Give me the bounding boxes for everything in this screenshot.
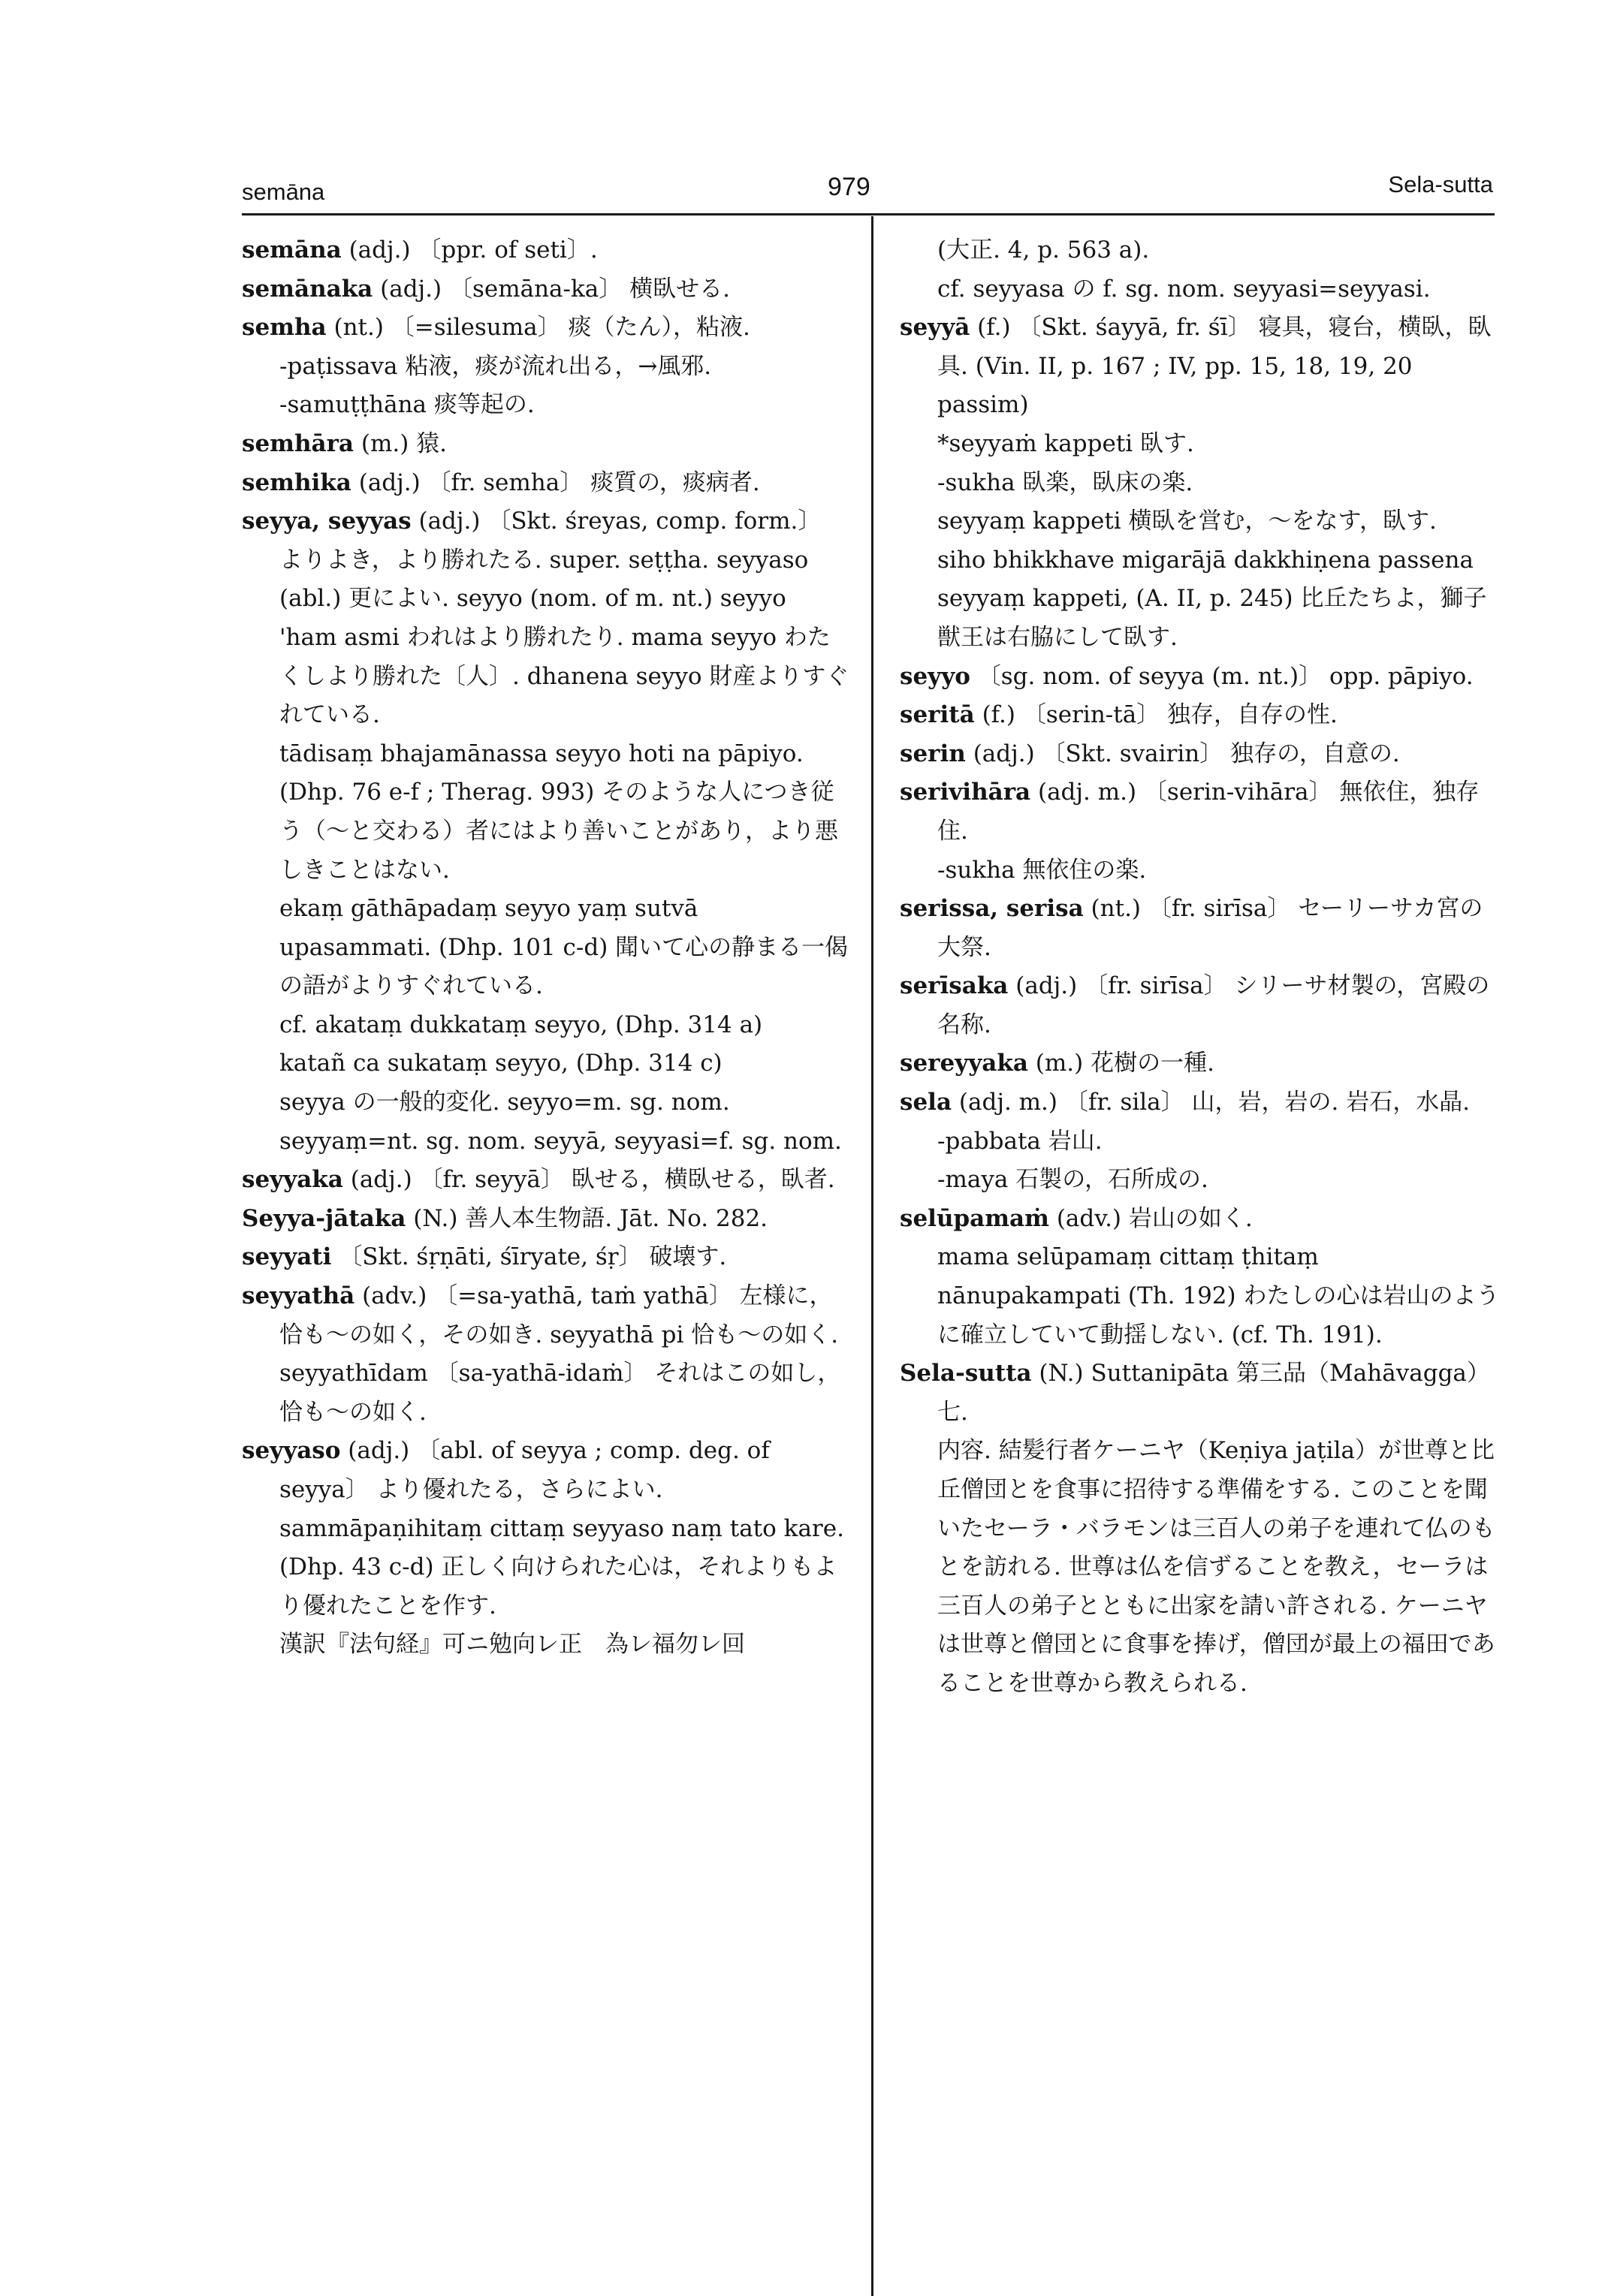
header-right-guideword: Sela-sutta [1388, 171, 1493, 197]
page-number: 979 [828, 173, 870, 201]
dictionary-entry [900, 735, 1501, 774]
entry-subline: -pabbata 岩山. [937, 1127, 1103, 1155]
dictionary-entry [900, 1200, 1501, 1239]
dictionary-entry [900, 1354, 1501, 1432]
entry-definition: (adj. m.) 〔fr. sila〕 山，岩，岩の. 岩石，水晶. [958, 1089, 1471, 1116]
entry-headword: sereyyaka [900, 1050, 1028, 1077]
entry-headword: seyyaka [242, 1166, 343, 1194]
entry-definition: (adj.) 〔fr. seyyā〕 臥せる，横臥せる，臥者. [350, 1166, 835, 1194]
entry-subline: (大正. 4, p. 563 a). [937, 237, 1150, 264]
entry-headword: seyyo [900, 662, 970, 690]
entry-definition: (nt.) 〔=silesuma〕 痰（たん），粘液. [333, 314, 750, 342]
entry-definition: (N.) 善人本生物語. Jāt. No. 282. [413, 1204, 768, 1232]
entry-subline: sammāpaṇihitaṃ cittaṃ seyyaso naṃ tato kare. (Dhp. 43 c-d) 正しく向けられた心は，それよりもより優れたことを作す. [279, 1514, 844, 1620]
entry-definition: (f.) 〔Skt. śayyā, fr. śī〕 寝具，寝台，横臥，臥具. (Vin. II, p. 167 ; IV, pp. 15, 18, 19, 20 passim) [937, 314, 1492, 419]
entry-definition: (adj.) 〔semāna-ka〕 横臥せる. [380, 275, 730, 303]
entry-headword: seyyati [242, 1243, 332, 1271]
entry-subline: -paṭissava 粘液，痰が流れ出る，→風邪. [279, 352, 712, 380]
dictionary-entry [900, 967, 1501, 1044]
entry-subline: *seyyaṁ kappeti 臥す. [937, 429, 1194, 457]
dictionary-entry [900, 696, 1501, 735]
dictionary-entry [242, 309, 850, 348]
dictionary-entry [242, 1432, 850, 1509]
entry-subline: siho bhikkhave migarājā dakkhiṇena passena seyyaṃ kappeti, (A. II, p. 245) 比丘たちよ，獅子獣王は右脇にして臥す. [937, 546, 1487, 651]
entry-subline: mama selūpamaṃ cittaṃ ṭhitaṃ nānupakampati (Th. 192) わたしの心は岩山のように確立していて動揺しない. (cf. Th. 191). [937, 1243, 1500, 1348]
entry-subline: -maya 石製の，石所成の. [937, 1166, 1208, 1194]
entry-subline: -sukha 無依住の楽. [937, 856, 1147, 884]
entry-definition: (adj.) 〔Skt. śreyas, comp. form.〕 よりよき，より勝れたる. super. seṭṭha. seyyaso (abl.) 更によい. seyyo (nom. of m. nt.) seyyo 'ham asmi われはより勝れたり. mama seyyo わたくしより勝れた〔人〕. dhanena seyyo 財産よりすぐれている. [279, 508, 849, 729]
entry-subline: -sukha 臥楽，臥床の楽. [937, 469, 1193, 496]
page-header [242, 171, 1493, 213]
entry-headword: seyyaso [242, 1437, 341, 1465]
entry-definition: (m.) 猿. [361, 429, 448, 457]
dictionary-entry [242, 502, 850, 735]
entry-subline: seyyaṃ kappeti 横臥を営む，～をなす，臥す. [937, 508, 1437, 535]
entry-subline: seyya の一般的変化. seyyo=m. sg. nom. seyyaṃ=nt. sg. nom. seyyā, seyyasi=f. sg. nom. [279, 1089, 842, 1155]
entry-headword: semha [242, 314, 327, 342]
entry-definition: 〔sg. nom. of seyya (m. nt.)〕 opp. pāpiyo. [977, 662, 1474, 690]
entry-headword: semhāra [242, 429, 354, 457]
entry-definition: 〔Skt. śṛṇāti, śīryate, śṛ〕 破壊す. [339, 1243, 727, 1271]
entry-subline: tādisaṃ bhajamānassa seyyo hoti na pāpiyo. (Dhp. 76 e-f ; Therag. 993) そのような人につき従う（～と交わる）者にはより善いことがあり，より悪しきことはない. [279, 740, 838, 884]
entry-headword: semāna [242, 237, 342, 264]
dictionary-entry [900, 1083, 1501, 1122]
entry-definition: (adj.) 〔fr. semha〕 痰質の，痰病者. [358, 469, 760, 496]
entry-headword: serīsaka [900, 972, 1009, 1000]
entry-subline: -samuṭṭhāna 痰等起の. [279, 391, 535, 419]
entry-definition: (f.) 〔serin-tā〕 独存，自存の性. [982, 701, 1338, 729]
entry-subline: ekaṃ gāthāpadaṃ seyyo yaṃ sutvā upasammati. (Dhp. 101 c-d) 聞いて心の静まる一偈の語がよりすぐれている. [279, 895, 849, 1000]
entry-headword: serivihāra [900, 779, 1031, 806]
dictionary-entry [242, 270, 850, 309]
entry-headword: serissa, serisa [900, 895, 1084, 923]
entry-definition: (adj.) 〔Skt. svairin〕 独存の，自意の. [973, 740, 1400, 767]
entry-headword: seyyathā [242, 1282, 355, 1310]
entry-definition: (adv.) 岩山の如く. [1056, 1204, 1253, 1232]
entry-definition: (adj. m.) 〔serin-vihāra〕 無依住，独存住. [937, 779, 1480, 845]
header-left-guideword: semāna [242, 179, 325, 205]
dictionary-entry [242, 1161, 850, 1200]
left-column [242, 231, 850, 1665]
right-column [900, 231, 1501, 1704]
dictionary-entry [242, 231, 850, 270]
entry-definition: (adj.) 〔abl. of seyya ; comp. deg. of seyya〕 より優れたる，さらによい. [279, 1437, 770, 1503]
entry-subline: katañ ca sukataṃ seyyo, (Dhp. 314 c) [279, 1050, 723, 1077]
entry-definition: (adj.) 〔fr. sirīsa〕 シリーサ材製の，宮殿の名称. [937, 972, 1490, 1038]
column-divider [871, 216, 873, 2296]
dictionary-entry [900, 309, 1501, 425]
dictionary-entry [900, 1044, 1501, 1083]
entry-definition: (N.) Suttanipāta 第三品（Mahāvagga）七. [937, 1360, 1490, 1426]
entry-subline: 内容. 結髪行者ケーニヤ（Keṇiya jaṭila）が世尊と比丘僧団とを食事に招待する準備をする. このことを聞いたセーラ・バラモンは三百人の弟子を連れて仏のもとを訪れる. 世尊は仏を信ずることを教え，セーラは三百人の弟子とともに出家を請い許される. ケーニヤは世尊と僧団とに食事を捧げ，僧団が最上の福田であることを世尊から教えられる. [937, 1437, 1495, 1697]
entry-headword: semhika [242, 469, 351, 496]
dictionary-entry [242, 425, 850, 464]
entry-headword: Sela-sutta [900, 1360, 1032, 1388]
entry-subline: cf. akataṃ dukkataṃ seyyo, (Dhp. 314 a) [279, 1011, 763, 1038]
entry-definition: (nt.) 〔fr. sirīsa〕 セーリーサカ宮の大祭. [937, 895, 1483, 961]
dictionary-entry [242, 464, 850, 503]
dictionary-entry [900, 658, 1501, 697]
entry-headword: Seyya-jātaka [242, 1204, 406, 1232]
entry-headword: selūpamaṁ [900, 1204, 1049, 1232]
entry-definition: (m.) 花樹の一種. [1035, 1050, 1214, 1077]
entry-headword: seyya, seyyas [242, 508, 412, 535]
entry-headword: sela [900, 1089, 952, 1116]
dictionary-entry [242, 1200, 850, 1239]
dictionary-entry [900, 773, 1501, 851]
entry-headword: seritā [900, 701, 975, 729]
entry-headword: semānaka [242, 275, 373, 303]
entry-subline: cf. seyyasa の f. sg. nom. seyyasi=seyyasi. [937, 275, 1431, 303]
header-rule [242, 213, 1495, 215]
entry-definition: (adv.) 〔=sa-yathā, taṁ yathā〕 左様に，恰も～の如く，その如き. seyyathā pi 恰も～の如く. seyyathīdam 〔sa-yathā-idaṁ〕 それはこの如し，恰も～の如く. [279, 1282, 841, 1426]
entry-definition: (adj.) 〔ppr. of seti〕. [348, 237, 598, 264]
entry-headword: serin [900, 740, 966, 767]
dictionary-entry [900, 890, 1501, 967]
entry-subline: 漢訳『法句経』可ニ勉向レ正 為レ福勿レ回 [279, 1631, 745, 1659]
dictionary-entry [242, 1238, 850, 1277]
dictionary-entry [242, 1277, 850, 1432]
entry-headword: seyyā [900, 314, 970, 342]
